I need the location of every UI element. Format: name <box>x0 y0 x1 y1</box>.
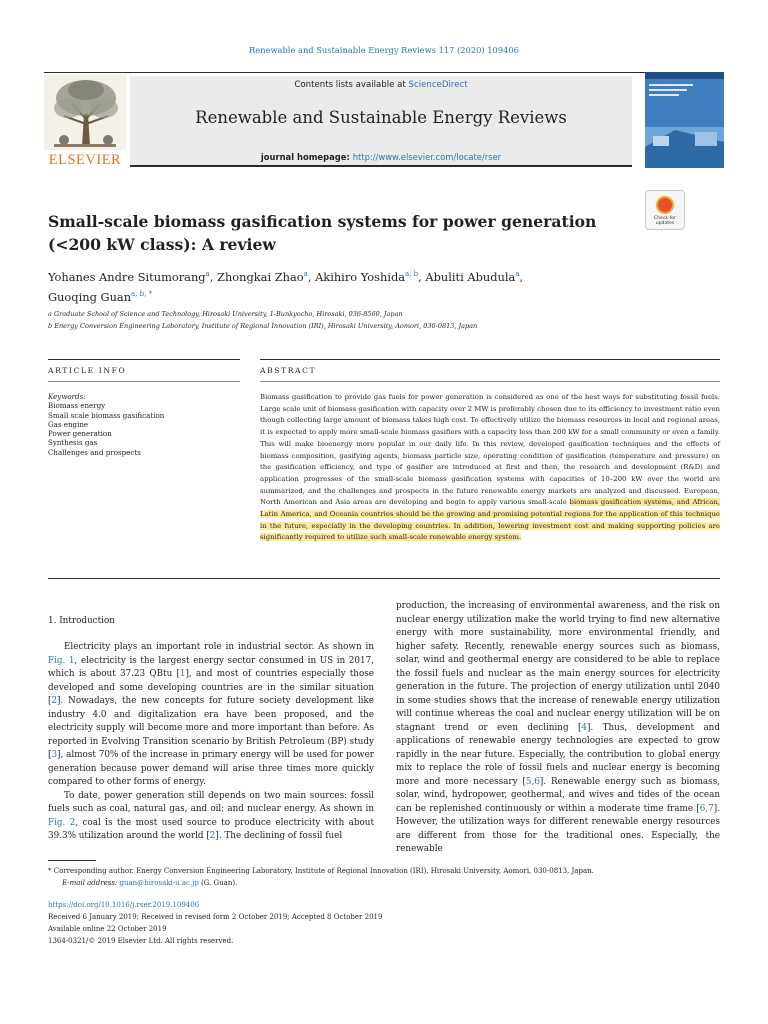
journal-title: Renewable and Sustainable Energy Reviews <box>195 108 567 127</box>
author-affiliation-marker[interactable]: a <box>205 270 210 278</box>
body-text: ]. Renewable energy such as biomass, solar, wind, hydropower, geothermal, and wives and tides of the ocean can be replenished continuously or within a moderate time frame [ <box>396 776 721 814</box>
intro-left-column <box>48 641 374 844</box>
contents-available-line: Contents lists available at ScienceDirect <box>294 80 468 90</box>
intro-paragraph-3 <box>396 600 720 857</box>
check-updates-icon <box>656 196 674 214</box>
journal-homepage-line: journal homepage: http://www.elsevier.com/locate/rser <box>260 152 502 162</box>
intro-paragraph-2 <box>48 790 374 844</box>
intro-right-column <box>396 600 720 857</box>
body-text: ]. Nowadays, the new concepts for future society development like industry 4.0 and digitalization era have been proposed, and the electricity supply will become more and more important than before. As reported in Evolving Transition scenario by British Petroleum (BP) study [ <box>48 696 374 760</box>
copyright-line: 1364-0321/© 2019 Elsevier Ltd. All rights reserved. <box>48 937 234 945</box>
body-text: ], almost 70% of the increase in primary energy will be used for power generation because power demand will arise three times more quickly compared to other forms of energy. <box>48 750 374 787</box>
author-name[interactable]: Abuliti Abudula <box>425 269 516 284</box>
author-separator: , <box>307 269 316 284</box>
keyword-item: Challenges and prospects <box>48 447 141 457</box>
citation-link[interactable]: 6,7 <box>699 803 714 814</box>
author-affiliation-marker[interactable]: a, b <box>405 270 419 278</box>
paper-title: Small-scale biomass gasification systems for power generation (<200 kW class): A review <box>48 212 597 254</box>
body-text: ]. The declining of fossil fuel <box>215 831 343 841</box>
keyword-item: Biomass energy <box>48 401 106 411</box>
abstract-highlighted-text[interactable]: biomass gasification systems, and African, Latin America, and Oceania countries should be the growing and promising potential regions for the application of this technique in the future, especially in the developing countries. In addition, lowering investment cost and making supporting policies are significantly required to utilize such small-scale renewable energy system. <box>260 498 720 542</box>
abstract-top-rule <box>260 359 720 360</box>
affiliation-a: a Graduate School of Science and Technology, Hirosaki University, 1-Bunkyocho, Hirosaki, 036-8560, Japan <box>48 310 403 318</box>
author-name[interactable]: Akihiro Yoshida <box>315 269 406 284</box>
author-affiliation-marker[interactable]: a <box>303 270 308 278</box>
journal-cover-thumbnail[interactable] <box>645 72 724 168</box>
journal-cover-icon <box>645 72 724 168</box>
journal-homepage-link[interactable]: http://www.elsevier.com/locate/rser <box>352 152 502 162</box>
citation-link[interactable]: Fig. 1 <box>48 655 75 666</box>
body-text: ], and most of countries especially those developed and some developing countries are in the similar situation [ <box>48 669 374 706</box>
sciencedirect-link[interactable]: ScienceDirect <box>408 80 468 90</box>
citation-link[interactable]: 1 <box>179 669 186 679</box>
body-text: production, the increasing of environmental awareness, and the risk on nuclear energy utilization make the world trying to find new alternative energy with more sustainability, more environmental friendly, and higher safety. Recently, renewable energy sources such as biomass, solar, wind and geothermal energy are considered to be able to replace the fossil fuels and nuclear as the main energy sources for electricity generation in the future. The projection of energy utilization until 2040 in some studies shows that the increase of renewable energy utilization will continue whereas the coal and nuclear energy utilization will be on stagnant trend or even declining [ <box>396 601 720 733</box>
received-dates: Received 6 January 2019; Received in revised form 2 October 2019; Accepted 8 October 2019 <box>48 913 383 921</box>
citation-link[interactable]: 2 <box>209 831 216 841</box>
email-line: E-mail address: guan@hirosaki-u.ac.jp (G. Guan). <box>62 879 238 887</box>
abstract-sub-rule <box>260 381 720 382</box>
citation-link[interactable]: 3 <box>51 750 58 760</box>
available-online-date: Available online 22 October 2019 <box>48 925 167 933</box>
body-text: , electricity is the largest energy sector consumed in US in 2017, which is about 37.23 QBtu [ <box>48 655 374 679</box>
keyword-item: Gas engine <box>48 419 89 429</box>
body-text: ]. However, the utilization ways for different renewable energy resources are different from those for the traditional ones. Especially, the renewable <box>396 803 720 854</box>
check-for-updates-button[interactable]: Check for updates <box>645 190 685 230</box>
author-separator: , <box>519 269 524 284</box>
abstract-plain-text: Biomass gasification to provide gas fuels for power generation is considered as one of the best ways for substituting fossil fuels. Large scale unit of biomass gasification with capacity over 2 MW is preferably chosen due to its efficiency to investment ratio even though collecting large amount of biomass takes high cost. To effectively utilize the biomass resources in local and regional areas, it is expected to apply more small-scale biomass gasifiers with a capacity less than 200 kW for a small community or even a family. This will make bioenergy more popular in our daily life. In this review, developed gasification techniques and the effects of biomass composition, gasifying agents, biomass particle size, operating condition of gasification (temperature and pressure) on the gasification efficiency, and type of gasifier are introduced at first and then, the research and development (R&D) and application progresses of the small-scale biomass gasification systems with capacities of 10–200 kW over the world are summarized, and the challenges and prospects in the future renewable energy markets are analyzed and discussed. European, North American and Asia areas are developing and begin to apply various small-scale <box>260 393 720 507</box>
intro-paragraph-1 <box>48 641 374 790</box>
doi-link[interactable]: https://doi.org/10.1016/j.rser.2019.109406 <box>48 901 200 909</box>
body-text: To date, power generation still depends on two main sources: fossil fuels such as coal, natural gas, and oil; and nuclear energy. As shown in <box>48 790 374 814</box>
citation-link[interactable]: 2 <box>51 696 58 706</box>
header-top-rule <box>44 72 724 73</box>
author-separator: , <box>209 269 218 284</box>
author-list <box>48 266 668 306</box>
introduction-heading: 1. Introduction <box>48 616 115 626</box>
elsevier-wordmark: ELSEVIER <box>48 152 122 167</box>
citation-link[interactable]: 5,6 <box>525 776 540 787</box>
keywords-label: Keywords: <box>48 392 86 401</box>
author-affiliation-marker[interactable]: a <box>515 270 520 278</box>
footnote-rule <box>48 860 96 861</box>
author-name[interactable]: Zhongkai Zhao <box>217 269 304 284</box>
elsevier-logo[interactable] <box>44 74 126 167</box>
article-info-sub-rule <box>48 381 240 382</box>
author-name[interactable]: Guoqing Guan <box>48 289 132 304</box>
citation-link[interactable]: 4 <box>581 722 588 733</box>
body-text: , coal is the most used source to produce electricity with about 39.3% utilization around the world [ <box>48 817 374 841</box>
affiliation-b: b Energy Conversion Engineering Laboratory, Institute of Regional Innovation (IRI), Hirosaki University, Aomori, 030-0813, Japan <box>48 322 478 330</box>
keywords-block <box>48 392 238 457</box>
body-text: Electricity plays an important role in industrial sector. As shown in <box>64 642 374 652</box>
author-separator: , <box>418 269 426 284</box>
body-text: ]. Thus, development and applications of renewable energy technologies are expected to grow rapidly in the near future. Especially, the contribution to global energy mix to replace the role of fossil fuels and nuclear energy is becoming more and more necessary [ <box>396 722 720 787</box>
citation-link[interactable]: Fig. 2 <box>48 817 76 828</box>
abstract-text <box>260 392 720 544</box>
keyword-item: Synthesis gas <box>48 438 98 448</box>
abstract-bottom-rule <box>48 578 720 579</box>
author-email-link[interactable]: guan@hirosaki-u.ac.jp <box>119 879 199 887</box>
keyword-item: Power generation <box>48 429 112 439</box>
abstract-heading: ABSTRACT <box>260 366 317 375</box>
author-affiliation-marker[interactable]: a, b, * <box>131 289 153 298</box>
corresponding-author-note: * Corresponding author. Energy Conversion Engineering Laboratory, Institute of Regional Innovation (IRI), Hirosaki University, Aomori, 030-0813, Japan. <box>48 867 594 875</box>
keyword-item: Small scale biomass gasification <box>48 410 165 420</box>
author-name[interactable]: Yohanes Andre Situmorang <box>48 269 206 284</box>
article-info-top-rule <box>48 359 240 360</box>
journal-reference-link[interactable]: Renewable and Sustainable Energy Reviews 117 (2020) 109406 <box>249 45 519 55</box>
article-info-heading: ARTICLE INFO <box>48 366 127 375</box>
elsevier-tree-icon <box>44 74 126 167</box>
